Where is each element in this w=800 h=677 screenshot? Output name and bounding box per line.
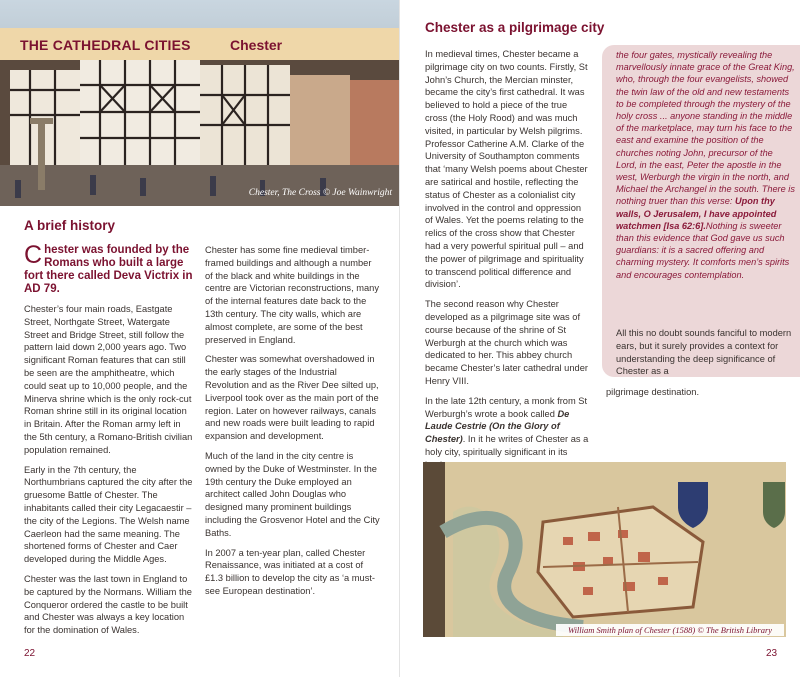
lead-paragraph: [24, 241, 194, 296]
monk-text: In the late 12th century, a monk from St Werburgh’s wrote a book called: [425, 395, 588, 419]
monk-text-end: . In it he writes of Chester as a holy city, spiritually significant in its: [425, 434, 589, 457]
section-title: THE CATHEDRAL CITIES: [20, 37, 191, 53]
paragraph: The second reason why Chester developed as a pilgrimage site was of course because of the shrine of St Werburgh at the church which was dedicated to her. This abbey church became Chester’s later cathedral under Henry VIII.: [425, 299, 588, 386]
page-number-left: 22: [24, 648, 36, 659]
paragraph: Early in the 7th century, the Northumbrians captured the city after the gruesome Battle of Chester. The inhabitants called their city Legacaestir – the city of the Legions. The Welsh name Caerleon had the same meaning. The shortened forms of Chester and Caer developed during the Middle Ages.: [24, 464, 193, 565]
paragraph: In medieval times, Chester became a pilgrimage city on two counts. Firstly, St John’s Church, the Mercian minster, became the city’s first cathedral. It was believed to hold a piece of the true cross (the Holy Rood) and was much visited, in particular by Welsh pilgrims. Professor Catherine A.M. Clarke of the University of Southampton comments that ‘many Welsh poems about Chester are satirical and hostile, reflecting the status of Chester as a colonialist city involved in the control and oppression of Wales. Yet the poems relating to the relics of the cross show that Chester had a very powerful spiritual pull – and the power of pilgrimage and spirituality to transcend political difference and division’.: [425, 49, 588, 290]
closing-paragraph: All this no doubt sounds fanciful to modern ears, but it surely provides a context for understanding the deep significance of Chester as a: [616, 328, 792, 377]
book-title: De Laude Cestrie (On the Glory of Chester): [425, 408, 570, 445]
map-caption: William Smith plan of Chester (1588) © The British Library: [556, 624, 784, 636]
left-column-1: [24, 241, 194, 644]
photo-caption: Chester, The Cross © Joe Wainwright: [248, 188, 392, 198]
paragraph: Chester has some fine medieval timber-framed buildings and although a number of the black and white buildings in the centre are Victorian reconstructions, many of the internal features date back to the 13th century. The city walls, which are almost complete, are some of the best preserved in England.: [205, 245, 379, 345]
lead-text: hester was founded by the Romans who built a large fort there called Deva Victrix in AD 79.: [24, 244, 193, 295]
quote-body: the four gates, mystically revealing the marvellously innate grace of the Great King, who, through the four evangelists, showed the twin law of the old and new testaments to be completed through the mystery of the holy cross ... anyone standing in the middle of the marketplace, may turn his face to the east and examine the position of the churches noting John, precursor of the Lord, in the east, Peter the apostle in the west, Werburgh the virgin in the north, and Michael the Archangel in the south. There is nothing truer than this verse:: [616, 50, 795, 207]
paragraph: Chester was somewhat overshadowed in the early stages of the Industrial Revolution and as the River Dee silted up, Liverpool took over as the main port of the region. Later on however railways, canals and new roads were built leading to rapid expansion and development.: [205, 354, 379, 442]
quote-text: [616, 49, 796, 281]
chester-cross-photo: [0, 0, 400, 206]
city-title: Chester: [230, 37, 283, 53]
chester-plan-map: [423, 462, 786, 637]
drop-cap: C: [24, 241, 43, 269]
map-illustration: [423, 462, 786, 637]
page-number-right: 23: [766, 648, 778, 659]
closing-tail: pilgrimage destination.: [606, 387, 700, 397]
paragraph: Chester’s four main roads, Eastgate Street, Northgate Street, Watergate Street and Bridge Street, still follow the pattern laid down 2,000 years ago. Two significant Roman features that can still be seen are the amphitheatre, which could seat up to 10,000 people, and the Minerva shrine which is the only rock-cut Roman shrine still in its original location in Britain. After the Roman army left in the 5th century, a Romano-British civilian population remained.: [24, 304, 193, 455]
paragraph: [425, 395, 591, 472]
brief-history-heading: A brief history: [24, 218, 116, 233]
quote-bold: Upon thy walls, O Jerusalem, I have appointed watchmen [Isa 62:6].: [616, 196, 777, 231]
quote-end: Nothing is sweeter than this evidence that God gave us such guardians: it is a sacred offering and charming mystery. It comforts men’s spirits and encourages contemplation.: [616, 220, 790, 280]
left-column-2: [205, 244, 380, 605]
pilgrimage-heading: Chester as a pilgrimage city: [425, 20, 605, 35]
paragraph: Chester was the last town in England to be captured by the Normans. William the Conqueror ordered the castle to be built and Chester was always a key location for the domination of Wales.: [24, 573, 192, 636]
paragraph: Much of the land in the city centre is owned by the Duke of Westminster. In the 19th century the Duke employed an architect called John Douglas who designed many prominent buildings including the Grosvenor Hotel and the City Baths.: [205, 450, 380, 538]
paragraph: In 2007 a ten-year plan, called Chester Renaissance, was initiated at a cost of £1.3 billion to develop the city as ‘a must-see European destination’.: [205, 547, 376, 596]
